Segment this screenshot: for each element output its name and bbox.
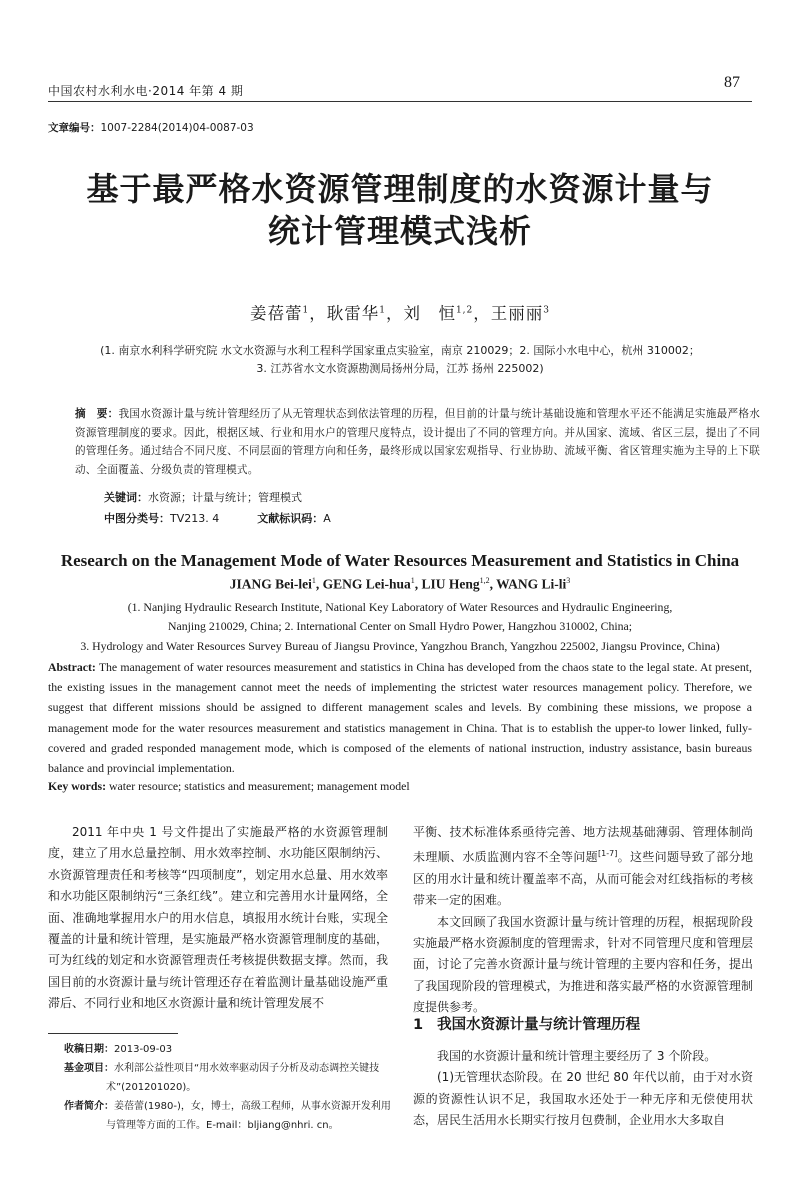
affiliation-en-line3: 3. Hydrology and Water Resources Survey Bureau of Jiangsu Province, Yangzhou Branch, Yangzhou 225002, Jiangsu Province, China) — [80, 639, 720, 653]
citation: [1-7] — [598, 849, 618, 859]
classification-codes: 中图分类号：TV213. 4 文献标识码：A — [104, 512, 331, 525]
footnote-fund: 基金项目：水利部公益性项目“用水效率驱动因子分析及动态调控关键技术”(201201020)。 — [64, 1063, 380, 1093]
abstract-cn: 摘 要：我国水资源计量与统计管理经历了从无管理状态到依法管理的历程，但目前的计量与统计基础设施和管理水平还不能满足实施最严格水资源管理制度的要求。因此，根据区域、行业和用水户的管理尺度特点，设计提出了不同的管理方向。并从国家、流域、省区三层，提出了不同的管理任务。通过结合不同尺度、不同层面的管理方向和任务，最终形成以国家宏观指导、行业协助、流域平衡、省区管理实施为主导的上下联动、全面覆盖、分级负责的管理模式。 — [75, 408, 760, 476]
body-right-column — [413, 822, 753, 1019]
body-right-column-2 — [413, 1046, 753, 1132]
section-heading: 1 我国水资源计量与统计管理历程 — [413, 1017, 641, 1033]
paragraph: 我国的水资源计量和统计管理主要经历了 3 个阶段。 — [437, 1049, 717, 1063]
journal-header: 中国农村水利水电·2014 年第 4 期 — [48, 84, 244, 98]
paragraph: 2011 年中央 1 号文件提出了实施最严格的水资源管理制度，建立了用水总量控制、用水效率控制、水功能区限制纳污、水资源管理责任和考核等“四项制度”，划定用水总量、用水效率和水功能区限制纳污“三条红线”。建立和完善用水计量网络，全面、准确地掌握用水户的用水信息，填报用水统计台账，实现全覆盖的计量和统计管理，是实施最严格水资源管理制度的基础，可为红线的划定和水资源管理责任考核提供数据支撑。然而，我国目前的水资源计量与统计管理还存在着监测计量基础设施严重滞后、不同行业和地区水资源计量和统计管理发展不 — [48, 825, 388, 1011]
footnote-rule — [48, 1033, 178, 1034]
title-en: Research on the Management Mode of Water Resources Measurement and Statistics in China — [60, 551, 740, 570]
affiliation-cn-line1: (1. 南京水利科学研究院 水文水资源与水利工程科学国家重点实验室，南京 210029；2. 国际小水电中心，杭州 310002； — [100, 344, 700, 357]
header-rule — [48, 101, 752, 102]
body-left-column — [48, 822, 388, 1015]
abstract-en: Abstract: The management of water resources measurement and statistics in China has developed from the chaos state to the legal state. At present, the existing issues in the management cannot meet the needs of implementing the strictest water resources management policy. Therefore, we suggest that different missions should be assigned to different management scales and levels. By combining these missions, we propose a management mode for the water resources measurement and statistics management in China. That is to establish the upper-to lower linked, fully-covered and graded responded management mode, which is composed of the elements of national instruction, industry assistance, basin bureaus balance and provincial implementation. — [48, 660, 752, 776]
author-cn: 刘 恒 — [403, 304, 456, 323]
title-cn-line2: 统计管理模式浅析 — [267, 212, 532, 250]
affiliation-en-line2: Nanjing 210029, China; 2. International Center on Small Hydro Power, Hangzhou 310002, China; — [167, 619, 633, 633]
author-cn: 姜蓓蕾 — [249, 304, 303, 323]
footnote-bio: 作者简介：姜蓓蕾(1980-)，女，博士，高级工程师，从事水资源开发利用与管理等方面的工作。E-mail：bljiang@nhri. cn。 — [64, 1101, 391, 1131]
keywords-en: Key words: water resource; statistics and measurement; management model — [48, 779, 410, 793]
page-number: 87 — [724, 74, 740, 91]
authors-en: JIANG Bei-lei$^1$, GENG Lei-hua$^1$, LIU Heng$^{1,2}$, WANG $Li-li^3$ — [229, 576, 571, 592]
keywords-cn: 关键词：水资源；计量与统计；管理模式 — [104, 491, 302, 504]
footnote-received: 收稿日期：2013-09-03 — [64, 1044, 173, 1055]
paragraph: 本文回顾了我国水资源计量与统计管理的历程，根据现阶段实施最严格水资源制度的管理需求，针对不同管理尺度和管理层面，讨论了完善水资源计量与统计管理的主要内容和任务，提出了我国现阶段的管理模式，为推进和落实最严格的水资源管理制度提供参考。 — [413, 914, 753, 1015]
article-number: 文章编号：1007-2284(2014)04-0087-03 — [48, 122, 254, 134]
affiliation-cn-line2: 3. 江苏省水文水资源勘测局扬州分局，江苏 扬州 225002) — [256, 362, 544, 375]
authors-cn: 姜蓓蕾$^1$，耿雷华$^1$，刘 恒$^{1,2}$，王丽丽$^3$ — [249, 304, 551, 323]
title-cn-line1: 基于最严格水资源管理制度的水资源计量与 — [86, 170, 714, 208]
affiliation-en-line1: (1. Nanjing Hydraulic Research Institute, National Key Laboratory of Water Resources and Hydraulic Engineering, — [127, 600, 673, 614]
author-cn: 耿雷华 — [326, 304, 380, 323]
author-cn: 王丽丽 — [490, 304, 544, 323]
paragraph: 平衡、技术标准体系亟待完善、地方法规基础薄弱、管理体制尚未理顺、水质监测内容不全等问题[1-7]。这些问题导致了部分地区的用水计量和统计覆盖率不高，从而可能会对红线指标的考核带来一定的困难。 — [413, 825, 753, 908]
paragraph: (1)无管理状态阶段。在 20 世纪 80 年代以前，由于对水资源的资源性认识不足，我国取水还处于一种无序和无偿使用状态，居民生活用水长期实行按月包费制，企业用水大多取自 — [413, 1070, 753, 1128]
footnotes — [64, 1040, 394, 1135]
